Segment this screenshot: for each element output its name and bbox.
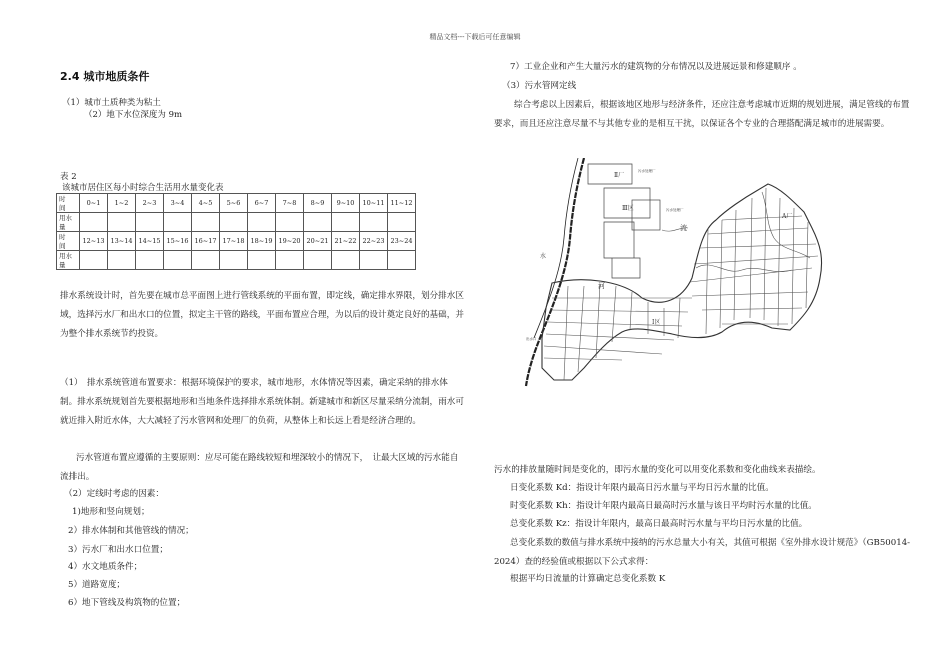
table-row (57, 213, 416, 232)
table-cell: 22~23 (360, 232, 388, 251)
table-cell: 20~21 (304, 232, 332, 251)
list-item: 2）排水体制和其他管线的情况； (68, 526, 194, 536)
city-map (512, 158, 842, 388)
map-label: 流 (680, 224, 687, 232)
table-cell: 4~5 (192, 194, 220, 213)
table-cell: 2~3 (136, 194, 164, 213)
table-cell: 6~7 (248, 194, 276, 213)
paragraph-principle: 污水管道布置应遵循的主要原则：应尽可能在路线较短和埋深较小的情况下， 让最大区域的污水能自流排出。 (60, 453, 459, 482)
table-cell: 5~6 (220, 194, 248, 213)
table-row (57, 194, 416, 213)
page-header: 精品文档---下载后可任意编辑 (429, 33, 521, 41)
table-cell: 23~24 (388, 232, 416, 251)
table-cell: 12~13 (80, 232, 108, 251)
table-cell: 3~4 (164, 194, 192, 213)
item-3-title: （3）污水管网定线 (502, 81, 577, 91)
table-cell: 17~18 (220, 232, 248, 251)
kz-formula-intro: 根据平均日流量的计算确定总变化系数 K (510, 574, 666, 584)
list-item: 4）水文地质条件； (68, 562, 143, 572)
table-row (57, 251, 416, 270)
map-label: A厂 (782, 213, 793, 220)
table-label: 表 2 (60, 172, 77, 182)
map-label: 河 (598, 282, 605, 290)
paragraph-variation: 污水的排放量随时间是变化的，即污水量的变化可以用变化系数和变化曲线来表描绘。 (494, 465, 821, 475)
paragraph-requirements: （1） 排水系统管道布置要求：根据环境保护的要求，城市地形，水体情况等因素，确定采纳的排水体制。排水系统规划首先要根据地形和当地条件选择排水系统体制。新建城市和新区尽量采纳分流制，雨水可就近排入附近水体，大大减轻了污水管网和处理厂的负荷，从整体上和长远上看是经济合理的。 (60, 378, 464, 426)
table-cell: 21~22 (332, 232, 360, 251)
map-label: 污水处理厂 (638, 169, 656, 173)
map-label: Ⅱ厂 (614, 172, 625, 179)
table-row (57, 232, 416, 251)
kz-definition: 总变化系数 Kz：指设计年限内，最高日最高时污水量与平均日污水量的比值。 (510, 519, 808, 529)
item-7: 7）工业企业和产生大量污水的建筑物的分布情况以及进展远景和修建顺序 。 (510, 62, 802, 72)
table-cell: 18~19 (248, 232, 276, 251)
paragraph-layout: 排水系统设计时，首先要在城市总平面图上进行管线系统的平面布置，即定线，确定排水界限，划分排水区域，选择污水厂和出水口的位置，拟定主干管的路线，平面布置应合理，为以后的设计奠定良好的基础，并为整个排水系统节约投资。 (60, 291, 464, 339)
map-label: 出水口 (526, 337, 537, 341)
list-item: 5）道路宽度； (68, 580, 126, 590)
table-caption: 该城市居住区每小时综合生活用水量变化表 (62, 183, 224, 193)
list-item: 1)地形和竖向规划； (72, 507, 150, 517)
table-cell: 19~20 (276, 232, 304, 251)
table-cell: 8~9 (304, 194, 332, 213)
map-label: 水 (540, 253, 547, 260)
table-cell: 时 间 (57, 232, 80, 251)
table-cell: 14~15 (136, 232, 164, 251)
groundwater-depth: （2）地下水位深度为 9m (84, 110, 183, 120)
table-cell: 15~16 (164, 232, 192, 251)
water-usage-table (56, 193, 416, 270)
table-cell: 0~1 (80, 194, 108, 213)
table-cell: 时 间 (57, 194, 80, 213)
list-item: 6）地下管线及构筑物的位置； (68, 598, 186, 608)
soil-type: （1）城市土质种类为粘土 (62, 98, 161, 108)
table-cell: 用水量 (57, 213, 80, 232)
table-cell: 9~10 (332, 194, 360, 213)
kz-detail: 总变化系数的数值与排水系统中接纳的污水总量大小有关，其值可根据《室外排水设计规范》（GB50014-2024）查的经验值或根据以下公式求得： (494, 538, 911, 567)
table-cell: 13~14 (108, 232, 136, 251)
table-cell: 16~17 (192, 232, 220, 251)
table-cell: 7~8 (276, 194, 304, 213)
list-item: 3）污水厂和出水口位置； (68, 545, 168, 555)
section-title: 2.4 城市地质条件 (60, 70, 150, 83)
table-cell: 10~11 (360, 194, 388, 213)
table-cell: 用水量 (57, 251, 80, 270)
kh-definition: 时变化系数 Kh：指设计年限内最高日最高时污水量与该日平均时污水量的比值。 (510, 501, 817, 511)
map-label: 污水处理厂 (666, 208, 684, 212)
table-cell: 1~2 (108, 194, 136, 213)
map-label: Ⅰ区 (652, 319, 661, 326)
map-label: Ⅲ区 (622, 205, 634, 212)
table-cell: 11~12 (388, 194, 416, 213)
kd-definition: 日变化系数 Kd：指设计年限内最高日污水量与平均日污水量的比值。 (510, 483, 774, 493)
paragraph-network: 综合考虑以上因素后，根据该地区地形与经济条件，还应注意考虑城市近期的规划进展，满足管线的布置要求，而且还应注意尽量不与其他专业的是相互干扰，以保证各个专业的合理搭配满足城市的进展需要。 (494, 100, 910, 129)
factors-title: （2）定线时考虑的因素： (64, 489, 164, 499)
